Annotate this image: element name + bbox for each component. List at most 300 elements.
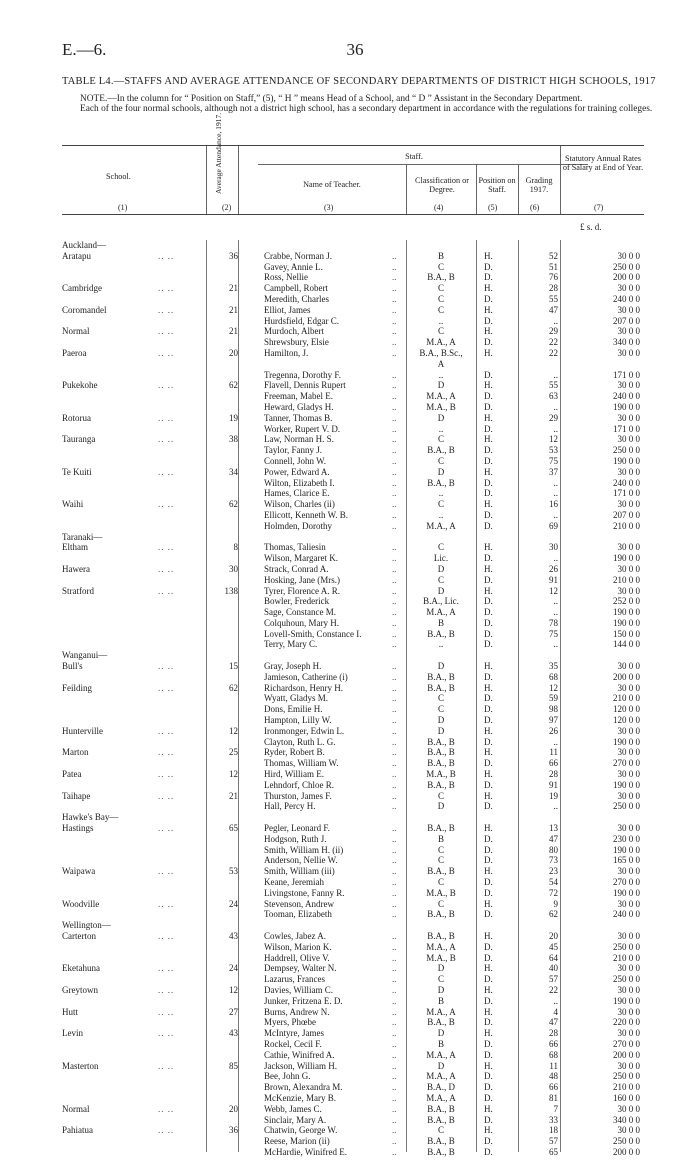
teacher-name: Davies, William C. xyxy=(264,984,333,995)
leader-dots: .. .. xyxy=(158,984,175,995)
column-number-7: (7) xyxy=(594,203,604,212)
grading: 55 xyxy=(549,293,558,304)
table-row xyxy=(62,445,644,456)
grading: 62 xyxy=(549,909,558,920)
table-row xyxy=(62,283,644,294)
teacher-name: Brown, Alexandra M. xyxy=(264,1082,343,1093)
teacher-name: Bowler, Frederick xyxy=(264,596,330,607)
teacher-name: Lovell-Smith, Constance I. xyxy=(264,628,362,639)
table-row xyxy=(62,532,644,543)
classification: M.A., A xyxy=(426,1049,456,1060)
grading: 75 xyxy=(549,628,558,639)
position-on-staff: H. xyxy=(484,250,493,261)
leader-dots: .. .. xyxy=(158,747,175,758)
average-attendance: 15 xyxy=(229,661,238,672)
teacher-name: Dempsey, Walter N. xyxy=(264,963,337,974)
leader-dots: .. xyxy=(392,347,397,358)
salary: 270 0 0 xyxy=(613,1038,640,1049)
column-number-1: (1) xyxy=(118,203,128,212)
classification: B.A., B xyxy=(427,779,455,790)
leader-dots: .. xyxy=(392,823,397,834)
salary: 30 0 0 xyxy=(617,1006,640,1017)
table-row xyxy=(62,370,644,381)
position-on-staff: D. xyxy=(484,736,493,747)
salary: 250 0 0 xyxy=(613,261,640,272)
table-row xyxy=(62,478,644,489)
classification: M.A., A xyxy=(426,520,456,531)
salary: 190 0 0 xyxy=(613,779,640,790)
salary: 144 0 0 xyxy=(613,639,640,650)
position-on-staff: D. xyxy=(484,1114,493,1125)
teacher-name: Jackson, William H. xyxy=(264,1060,337,1071)
average-attendance: 36 xyxy=(229,250,238,261)
table-row xyxy=(62,607,644,618)
position-on-staff: D. xyxy=(484,952,493,963)
leader-dots: .. .. xyxy=(158,347,175,358)
school-name: Normal xyxy=(62,326,90,337)
table-row xyxy=(62,262,644,273)
table-row xyxy=(62,380,644,391)
table-row xyxy=(62,909,644,920)
classification: D xyxy=(437,984,445,995)
teacher-name: Webb, James C. xyxy=(264,1103,322,1114)
leader-dots: .. .. xyxy=(158,963,175,974)
leader-dots: .. xyxy=(392,617,397,628)
position-on-staff: D. xyxy=(484,704,493,715)
grading: .. xyxy=(553,369,558,380)
leader-dots: .. xyxy=(392,337,397,348)
average-attendance: 20 xyxy=(229,1103,238,1114)
table-row xyxy=(62,672,644,683)
grading: 20 xyxy=(549,931,558,941)
classification: B.A., B xyxy=(427,931,455,941)
leader-dots: .. xyxy=(392,1103,397,1114)
teacher-name: Terry, Mary C. xyxy=(264,639,318,650)
teacher-name: Ironmonger, Edwin L. xyxy=(264,725,345,736)
salary: 30 0 0 xyxy=(617,747,640,758)
teacher-name: Wilson, Marion K. xyxy=(264,941,332,952)
average-attendance: 25 xyxy=(229,747,238,758)
classification: M.A., A xyxy=(426,607,456,618)
teacher-name: Hall, Percy H. xyxy=(264,801,316,812)
position-on-staff: D. xyxy=(484,369,493,380)
table-row xyxy=(62,985,644,996)
grading: 29 xyxy=(549,326,558,337)
position-on-staff: D. xyxy=(484,758,493,769)
position-on-staff: H. xyxy=(484,682,493,693)
school-name: Wanganui— xyxy=(62,650,108,661)
classification: B.A., B xyxy=(427,445,455,456)
teacher-name: Hamilton, J. xyxy=(264,347,309,358)
column-header-school: School. xyxy=(106,172,131,181)
classification: B.A., B xyxy=(427,1017,455,1028)
teacher-name: Richardson, Henry H. xyxy=(264,682,343,693)
teacher-name: Wyatt, Gladys M. xyxy=(264,693,328,704)
leader-dots: .. xyxy=(392,1017,397,1028)
leader-dots: .. xyxy=(392,995,397,1006)
teacher-name: Livingstone, Fanny R. xyxy=(264,887,345,898)
salary: 120 0 0 xyxy=(613,715,640,726)
teacher-name: Cathie, Winifred A. xyxy=(264,1049,335,1060)
grading: 59 xyxy=(549,693,558,704)
grading: 66 xyxy=(549,758,558,769)
teacher-name: Holmden, Dorothy xyxy=(264,520,332,531)
average-attendance: 43 xyxy=(229,1028,238,1039)
grading: 45 xyxy=(549,941,558,952)
table-row xyxy=(62,823,644,834)
position-on-staff: D. xyxy=(484,779,493,790)
leader-dots: .. xyxy=(392,283,397,294)
table-row xyxy=(62,693,644,704)
table-row xyxy=(62,521,644,532)
salary: 150 0 0 xyxy=(613,628,640,639)
table-row xyxy=(62,1125,644,1136)
teacher-name: Law, Norman H. S. xyxy=(264,434,334,445)
position-on-staff: H. xyxy=(484,963,493,974)
salary: 30 0 0 xyxy=(617,790,640,801)
teacher-name: Ellicott, Kenneth W. B. xyxy=(264,509,348,520)
leader-dots: .. xyxy=(392,315,397,326)
position-on-staff: D. xyxy=(484,1092,493,1103)
teacher-name: Flavell, Dennis Rupert xyxy=(264,380,346,391)
teacher-name: Meredith, Charles xyxy=(264,293,329,304)
teacher-name: Taylor, Fanny J. xyxy=(264,445,323,456)
position-on-staff: D. xyxy=(484,995,493,1006)
salary: 30 0 0 xyxy=(617,1103,640,1114)
average-attendance: 12 xyxy=(229,769,238,780)
salary: 30 0 0 xyxy=(617,931,640,941)
grading: 64 xyxy=(549,952,558,963)
classification: M.A., A xyxy=(426,1006,456,1017)
table-row xyxy=(62,553,644,564)
salary: 190 0 0 xyxy=(613,844,640,855)
position-on-staff: H. xyxy=(484,466,493,477)
teacher-name: Crabbe, Norman J. xyxy=(264,250,332,261)
table-row xyxy=(62,1017,644,1028)
school-name: Patea xyxy=(62,769,82,780)
grading: 28 xyxy=(549,283,558,294)
classification: M.A., B xyxy=(426,401,456,412)
leader-dots: .. xyxy=(392,1125,397,1136)
grading: 12 xyxy=(549,434,558,445)
leader-dots: .. xyxy=(392,391,397,402)
grading: .. xyxy=(553,639,558,650)
leader-dots: .. xyxy=(392,844,397,855)
table-row xyxy=(62,618,644,629)
table-row xyxy=(62,877,644,888)
table-row xyxy=(62,272,644,283)
grading: 66 xyxy=(549,1082,558,1093)
note-normal-schools: Each of the four normal schools, although not a district high school, has a secondary department in accordance with the regulations for training colleges. xyxy=(80,104,653,114)
position-on-staff: H. xyxy=(484,790,493,801)
average-attendance: 85 xyxy=(229,1060,238,1071)
teacher-name: Tregenna, Dorothy F. xyxy=(264,369,341,380)
leader-dots: .. xyxy=(392,963,397,974)
classification: .. xyxy=(438,488,444,499)
classification: C xyxy=(437,790,444,801)
table-row xyxy=(62,359,644,370)
grading: 68 xyxy=(549,1049,558,1060)
classification: .. xyxy=(438,639,444,650)
school-name: Stratford xyxy=(62,585,94,596)
leader-dots: .. xyxy=(392,1049,397,1060)
teacher-name: Sinclair, Mary A. xyxy=(264,1114,327,1125)
table-row xyxy=(62,747,644,758)
position-on-staff: H. xyxy=(484,326,493,337)
average-attendance: 62 xyxy=(229,682,238,693)
teacher-name: Burns, Andrew N. xyxy=(264,1006,330,1017)
teacher-name: Power, Edward A. xyxy=(264,466,330,477)
position-on-staff: D. xyxy=(484,887,493,898)
teacher-name: Cowles, Jabez A. xyxy=(264,931,326,941)
leader-dots: .. xyxy=(392,412,397,423)
salary: 30 0 0 xyxy=(617,499,640,510)
grading: 51 xyxy=(549,261,558,272)
grading: .. xyxy=(553,423,558,434)
table-row xyxy=(62,424,644,435)
salary: 240 0 0 xyxy=(613,293,640,304)
leader-dots: .. .. xyxy=(158,434,175,445)
grading: 78 xyxy=(549,617,558,628)
position-on-staff: D. xyxy=(484,455,493,466)
teacher-name: Heward, Gladys H. xyxy=(264,401,334,412)
currency-units: £ s. d. xyxy=(580,222,602,232)
position-on-staff: H. xyxy=(484,898,493,909)
classification: M.A., A xyxy=(426,1092,456,1103)
leader-dots: .. xyxy=(392,434,397,445)
table-row xyxy=(62,240,644,251)
grading: 97 xyxy=(549,715,558,726)
salary: 30 0 0 xyxy=(617,866,640,877)
classification: B.A., B xyxy=(427,682,455,693)
leader-dots: .. xyxy=(392,272,397,283)
position-on-staff: D. xyxy=(484,1071,493,1082)
school-name: Taihape xyxy=(62,790,91,801)
grading: 11 xyxy=(549,747,558,758)
classification: B xyxy=(437,617,444,628)
position-on-staff: H. xyxy=(484,1006,493,1017)
classification: B.A., B xyxy=(427,628,455,639)
grading: 37 xyxy=(549,466,558,477)
salary: 200 0 0 xyxy=(613,272,640,283)
table-row xyxy=(62,726,644,737)
average-attendance: 65 xyxy=(229,823,238,834)
table-row xyxy=(62,996,644,1007)
page-number: 36 xyxy=(346,40,364,59)
table-row xyxy=(62,337,644,348)
position-on-staff: D. xyxy=(484,293,493,304)
classification: B.A., B xyxy=(427,736,455,747)
position-on-staff: D. xyxy=(484,693,493,704)
grading: .. xyxy=(553,401,558,412)
school-name: Taranaki— xyxy=(62,531,103,542)
school-name: Paeroa xyxy=(62,347,87,358)
grading: 72 xyxy=(549,887,558,898)
leader-dots: .. xyxy=(392,790,397,801)
salary: 190 0 0 xyxy=(613,617,640,628)
leader-dots: .. xyxy=(392,801,397,812)
salary: 30 0 0 xyxy=(617,466,640,477)
grading: .. xyxy=(553,553,558,564)
leader-dots: .. xyxy=(392,563,397,574)
teacher-name: Ryder, Robert B. xyxy=(264,747,325,758)
salary: 270 0 0 xyxy=(613,758,640,769)
grading: 53 xyxy=(549,445,558,456)
leader-dots: .. xyxy=(392,704,397,715)
salary: 30 0 0 xyxy=(617,380,640,391)
school-name: Feilding xyxy=(62,682,93,693)
position-on-staff: D. xyxy=(484,509,493,520)
school-name: Hunterville xyxy=(62,725,103,736)
salary: 190 0 0 xyxy=(613,553,640,564)
leader-dots: .. .. xyxy=(158,1103,175,1114)
grading: 33 xyxy=(549,1114,558,1125)
classification: B xyxy=(437,833,444,844)
average-attendance: 12 xyxy=(229,725,238,736)
classification: C xyxy=(437,844,444,855)
table-row xyxy=(62,1071,644,1082)
grading: 91 xyxy=(549,779,558,790)
teacher-name: Wilton, Elizabeth I. xyxy=(264,477,335,488)
table-row xyxy=(62,812,644,823)
position-on-staff: D. xyxy=(484,1017,493,1028)
table-header xyxy=(62,112,644,215)
table-row xyxy=(62,1115,644,1126)
table-row xyxy=(62,564,644,575)
leader-dots: .. xyxy=(392,941,397,952)
grading: 9 xyxy=(553,898,558,909)
table-row xyxy=(62,575,644,586)
table-row xyxy=(62,251,644,262)
position-on-staff: H. xyxy=(484,866,493,877)
salary: 210 0 0 xyxy=(613,952,640,963)
leader-dots: .. xyxy=(392,466,397,477)
leader-dots: .. xyxy=(392,682,397,693)
table-row xyxy=(62,305,644,316)
school-name: Eketahuna xyxy=(62,963,100,974)
grading: .. xyxy=(553,801,558,812)
table-row xyxy=(62,1104,644,1115)
leader-dots: .. xyxy=(392,1146,397,1157)
leader-dots: .. xyxy=(392,369,397,380)
salary: 220 0 0 xyxy=(613,1017,640,1028)
average-attendance: 21 xyxy=(229,304,238,315)
table-row xyxy=(62,413,644,424)
classification: B.A., B xyxy=(427,758,455,769)
table-row xyxy=(62,1039,644,1050)
teacher-name: Murdoch, Albert xyxy=(264,326,324,337)
school-name: Eltham xyxy=(62,542,88,553)
salary: 30 0 0 xyxy=(617,682,640,693)
leader-dots: .. xyxy=(392,725,397,736)
position-on-staff: H. xyxy=(484,499,493,510)
salary: 250 0 0 xyxy=(613,801,640,812)
position-on-staff: H. xyxy=(484,747,493,758)
table-row xyxy=(62,1082,644,1093)
salary: 190 0 0 xyxy=(613,607,640,618)
school-name: Tauranga xyxy=(62,434,96,445)
leader-dots: .. .. xyxy=(158,790,175,801)
leader-dots: .. xyxy=(392,1114,397,1125)
leader-dots: .. xyxy=(392,380,397,391)
grading: 12 xyxy=(549,585,558,596)
position-on-staff: H. xyxy=(484,661,493,672)
position-on-staff: H. xyxy=(484,823,493,834)
classification: C xyxy=(437,542,444,553)
grading: 22 xyxy=(549,984,558,995)
table-row xyxy=(62,629,644,640)
leader-dots: .. .. xyxy=(158,931,175,941)
position-on-staff: H. xyxy=(484,984,493,995)
position-on-staff: D. xyxy=(484,833,493,844)
salary: 30 0 0 xyxy=(617,823,640,834)
classification: M.A., A xyxy=(426,941,456,952)
grading: 91 xyxy=(549,574,558,585)
position-on-staff: D. xyxy=(484,477,493,488)
table-row xyxy=(62,467,644,478)
leader-dots: .. .. xyxy=(158,1028,175,1039)
grading: .. xyxy=(553,488,558,499)
position-on-staff: D. xyxy=(484,801,493,812)
leader-dots: .. xyxy=(392,1082,397,1093)
grading: 68 xyxy=(549,671,558,682)
leader-dots: .. .. xyxy=(158,866,175,877)
teacher-name: Freeman, Mabel E. xyxy=(264,391,333,402)
leader-dots: .. .. xyxy=(158,542,175,553)
position-on-staff: D. xyxy=(484,1082,493,1093)
classification: C xyxy=(437,1125,444,1136)
classification: D xyxy=(437,963,445,974)
leader-dots: .. .. xyxy=(158,1125,175,1136)
grading: 7 xyxy=(553,1103,558,1114)
teacher-name: Haddrell, Olive V. xyxy=(264,952,330,963)
table-row xyxy=(62,758,644,769)
table-row xyxy=(62,1050,644,1061)
teacher-name: Junker, Fritzena E. D. xyxy=(264,995,343,1006)
position-on-staff: H. xyxy=(484,769,493,780)
leader-dots: .. xyxy=(392,747,397,758)
table-row xyxy=(62,391,644,402)
leader-dots: .. .. xyxy=(158,250,175,261)
position-on-staff: D. xyxy=(484,488,493,499)
salary: 210 0 0 xyxy=(613,574,640,585)
salary: 30 0 0 xyxy=(617,542,640,553)
salary: 210 0 0 xyxy=(613,1082,640,1093)
teacher-name: Hodgson, Ruth J. xyxy=(264,833,327,844)
classification: B.A., Lic. xyxy=(423,596,459,607)
school-name: Bull's xyxy=(62,661,83,672)
classification: B.A., D xyxy=(426,1082,455,1093)
leader-dots: .. xyxy=(392,455,397,466)
column-number-6: (6) xyxy=(530,203,540,212)
grading: 48 xyxy=(549,1071,558,1082)
classification: C xyxy=(437,574,444,585)
grading: 12 xyxy=(549,682,558,693)
classification: D xyxy=(437,466,445,477)
position-on-staff: D. xyxy=(484,617,493,628)
salary: 30 0 0 xyxy=(617,283,640,294)
salary: 200 0 0 xyxy=(613,671,640,682)
classification: B.A., B xyxy=(427,1114,455,1125)
salary: 30 0 0 xyxy=(617,725,640,736)
classification: C xyxy=(437,293,444,304)
position-on-staff: D. xyxy=(484,574,493,585)
leader-dots: .. xyxy=(392,607,397,618)
table-row xyxy=(62,1007,644,1018)
salary: 30 0 0 xyxy=(617,585,640,596)
grading: 52 xyxy=(549,250,558,261)
grading: .. xyxy=(553,477,558,488)
